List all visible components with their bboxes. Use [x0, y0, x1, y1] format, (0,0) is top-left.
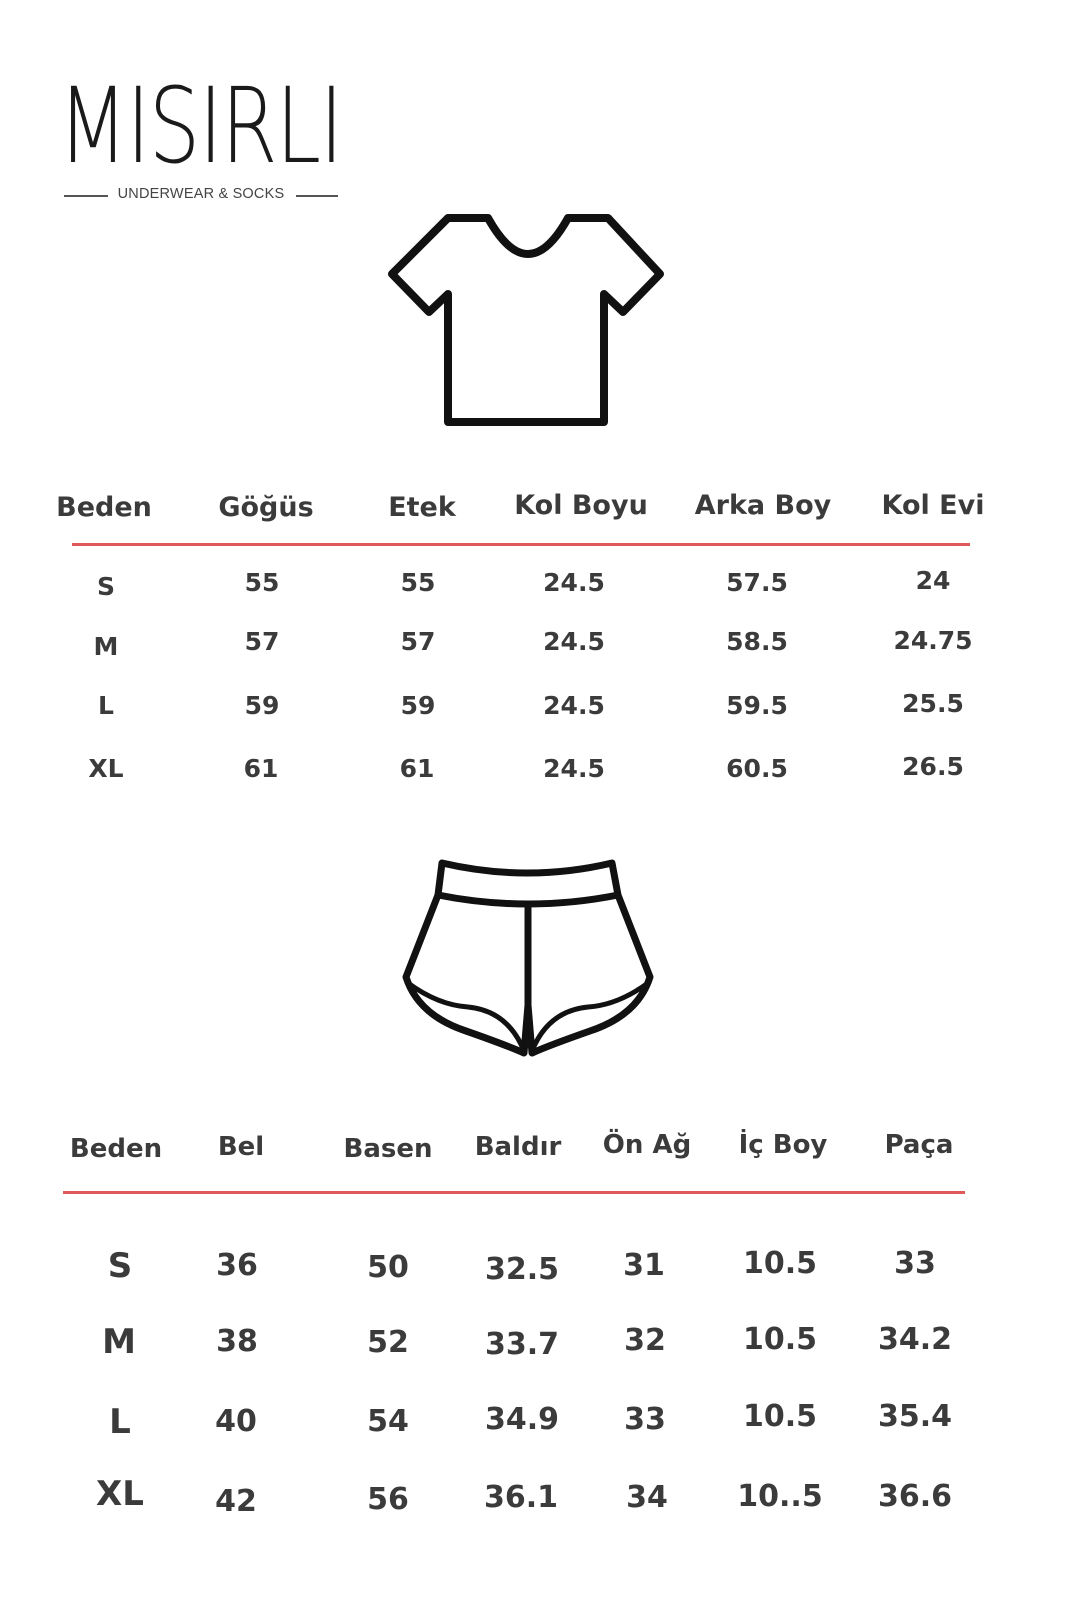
- table-cell: 59: [244, 691, 280, 720]
- bottom-header-ic-boy: İç Boy: [738, 1130, 828, 1160]
- top-header-etek: Etek: [388, 492, 456, 523]
- table-cell: 57.5: [726, 568, 788, 597]
- table-cell: 24.75: [893, 626, 973, 655]
- top-header-arka-boy: Arka Boy: [694, 490, 832, 521]
- table-cell: 10..5: [737, 1479, 823, 1514]
- table-cell: 10.5: [742, 1399, 818, 1434]
- table-cell: 55: [244, 568, 280, 597]
- table-cell: 59.5: [726, 691, 788, 720]
- table-cell: 10.5: [742, 1246, 818, 1281]
- table-cell: 24: [915, 566, 951, 595]
- top-header-beden: Beden: [56, 492, 152, 523]
- table-cell: 57: [244, 627, 280, 656]
- table-cell: M: [93, 632, 119, 661]
- table-cell: 26.5: [902, 752, 964, 781]
- table-cell: L: [98, 691, 114, 720]
- bottom-header-basen: Basen: [343, 1134, 433, 1164]
- table-cell: 24.5: [543, 627, 605, 656]
- table-cell: 55: [400, 568, 436, 597]
- table-cell: 34.9: [484, 1402, 560, 1437]
- table-cell: 40: [215, 1404, 257, 1439]
- top-header-kol-boyu: Kol Boyu: [514, 490, 648, 521]
- table-cell: 36.6: [877, 1479, 953, 1514]
- brand-tagline-row: [64, 186, 338, 206]
- table-cell: 33.7: [484, 1327, 560, 1362]
- table-cell: 25.5: [902, 689, 964, 718]
- brand-tagline: UNDERWEAR & SOCKS: [117, 186, 285, 202]
- shorts-icon: [398, 855, 658, 1065]
- top-table-divider: [72, 543, 970, 546]
- table-cell: 33: [894, 1246, 936, 1281]
- top-header-kol-evi: Kol Evi: [881, 490, 985, 521]
- table-cell: 24.5: [543, 691, 605, 720]
- table-cell: XL: [96, 1474, 144, 1514]
- table-cell: 35.4: [877, 1399, 953, 1434]
- table-cell: 60.5: [726, 754, 788, 783]
- tagline-left-rule: [64, 195, 108, 197]
- table-cell: 54: [367, 1404, 409, 1439]
- table-cell: 59: [400, 691, 436, 720]
- table-cell: L: [109, 1402, 131, 1442]
- table-cell: S: [96, 572, 116, 601]
- table-cell: 50: [367, 1250, 409, 1285]
- table-cell: 42: [215, 1484, 257, 1519]
- bottom-header-bel: Bel: [217, 1132, 265, 1162]
- table-cell: M: [102, 1322, 136, 1362]
- tagline-right-rule: [296, 195, 338, 197]
- table-cell: 31: [623, 1248, 665, 1283]
- table-cell: 34: [626, 1480, 668, 1515]
- bottom-header-paca: Paça: [884, 1130, 954, 1160]
- bottom-header-baldir: Baldır: [474, 1132, 562, 1162]
- brand-name: MISIRLI: [58, 65, 342, 187]
- table-cell: 36.1: [483, 1480, 559, 1515]
- top-header-gogus: Göğüs: [218, 492, 314, 523]
- table-cell: 32: [624, 1323, 666, 1358]
- table-cell: 61: [243, 754, 279, 783]
- table-cell: 36: [216, 1248, 258, 1283]
- table-cell: 56: [367, 1482, 409, 1517]
- table-cell: S: [107, 1246, 133, 1286]
- table-cell: 61: [399, 754, 435, 783]
- table-cell: 24.5: [543, 754, 605, 783]
- table-cell: 10.5: [742, 1322, 818, 1357]
- bottom-header-on-ag: Ön Ağ: [602, 1130, 692, 1160]
- brand-logo: [58, 65, 348, 212]
- table-cell: 33: [624, 1402, 666, 1437]
- table-cell: 52: [367, 1325, 409, 1360]
- table-cell: 24.5: [543, 568, 605, 597]
- bottom-table-divider: [63, 1191, 965, 1194]
- table-cell: 57: [400, 627, 436, 656]
- tshirt-icon: [388, 212, 668, 432]
- table-cell: 32.5: [484, 1252, 560, 1287]
- table-cell: 58.5: [726, 627, 788, 656]
- table-cell: 38: [216, 1324, 258, 1359]
- bottom-header-beden: Beden: [69, 1134, 163, 1164]
- table-cell: XL: [88, 754, 124, 783]
- table-cell: 34.2: [877, 1322, 953, 1357]
